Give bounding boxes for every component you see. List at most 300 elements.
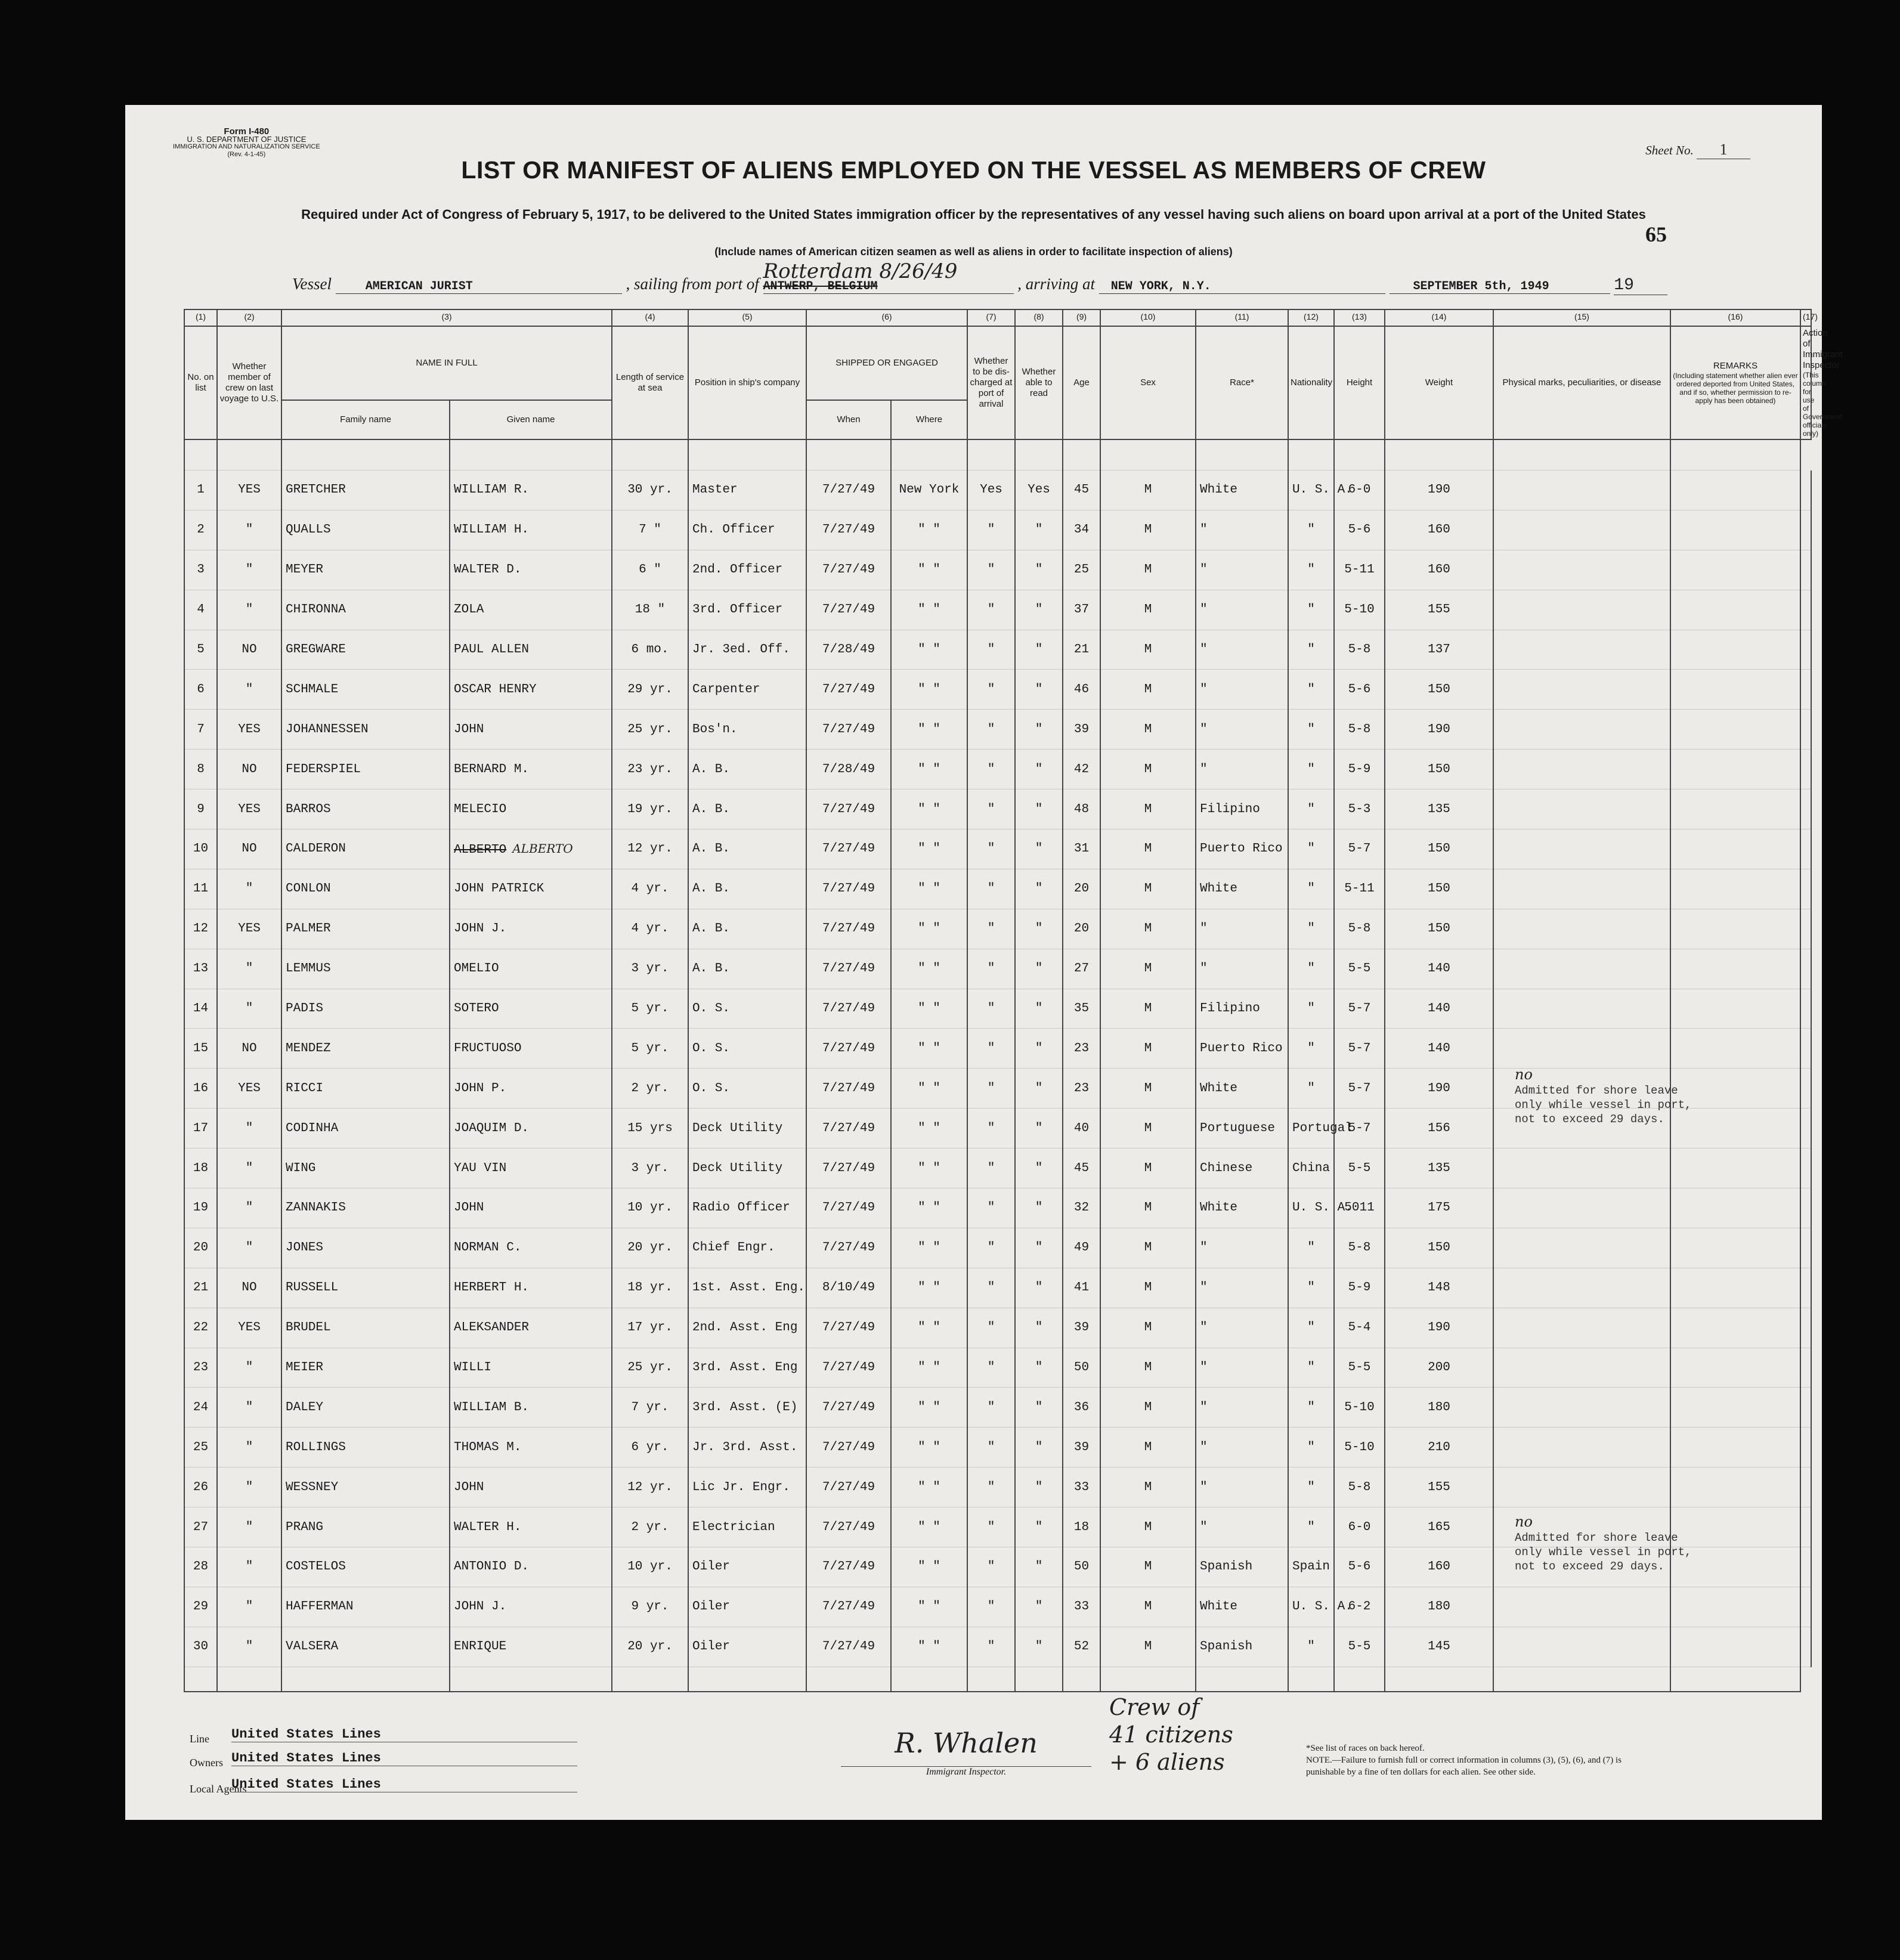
physical-marks-cell [1493, 1348, 1670, 1388]
nationality-cell: " [1288, 750, 1334, 789]
discharged-cell: " [967, 1507, 1015, 1547]
race-cell: " [1196, 1308, 1288, 1348]
discharged-cell: " [967, 1188, 1015, 1228]
table-row [184, 470, 1811, 510]
member-last-voyage-cell: " [217, 989, 281, 1029]
able-to-read-cell: " [1015, 510, 1063, 550]
table-row [184, 510, 1811, 550]
given-name-cell: JOHN PATRICK [450, 869, 612, 909]
footer-agents-label: Local Agents [190, 1783, 247, 1795]
inspector-action-cell [1800, 1507, 1811, 1547]
page-subtitle: Required under Act of Congress of February 5, 1917, to be delivered to the United States immigration officer by the representatives of any vessel having such aliens on board upon arrival at a port of the United States [301, 207, 1646, 222]
race-cell: " [1196, 670, 1288, 710]
discharged-cell: " [967, 1547, 1015, 1587]
length-of-service-cell: 25 yr. [612, 710, 688, 750]
shipped-where-cell: " " [891, 590, 967, 630]
header-shipped-engaged: SHIPPED OR ENGAGED [806, 326, 967, 400]
nationality-cell: " [1288, 510, 1334, 550]
family-name-cell: CODINHA [281, 1109, 450, 1148]
age-cell: 33 [1063, 1587, 1100, 1627]
remarks-cell [1670, 1188, 1800, 1228]
header-weight: Weight [1385, 326, 1493, 439]
family-name-cell: DALEY [281, 1388, 450, 1428]
remarks-entry-text: Admitted for shore leave only while vessel in port, not to exceed 29 days. [1515, 1531, 1692, 1573]
family-name-cell: GREGWARE [281, 630, 450, 670]
col-number: (4) [612, 309, 688, 326]
age-cell: 37 [1063, 590, 1100, 630]
arrival-year: 19 [1614, 276, 1667, 295]
shipped-when-cell: 7/27/49 [806, 1069, 891, 1109]
physical-marks-cell [1493, 1148, 1670, 1188]
physical-marks-cell [1493, 670, 1670, 710]
shipped-when-cell: 7/28/49 [806, 750, 891, 789]
weight-cell: 135 [1385, 789, 1493, 829]
age-cell: 45 [1063, 1148, 1100, 1188]
discharged-cell: " [967, 1587, 1015, 1627]
remarks-cell [1670, 949, 1800, 989]
shipped-where-cell: " " [891, 869, 967, 909]
table-row [184, 710, 1811, 750]
row-number-cell: 29 [184, 1587, 217, 1627]
given-name-cell: JOHN J. [450, 909, 612, 949]
shipped-when-cell: 7/27/49 [806, 1507, 891, 1547]
discharged-cell: " [967, 989, 1015, 1029]
remarks-cell [1670, 829, 1800, 869]
able-to-read-cell: " [1015, 949, 1063, 989]
sex-cell: M [1100, 909, 1196, 949]
given-name-cell: WALTER H. [450, 1507, 612, 1547]
race-cell: " [1196, 710, 1288, 750]
able-to-read-cell: " [1015, 789, 1063, 829]
weight-cell: 150 [1385, 1228, 1493, 1268]
position-cell: Deck Utility [688, 1148, 806, 1188]
physical-marks-cell [1493, 510, 1670, 550]
sex-cell: M [1100, 1109, 1196, 1148]
weight-cell: 160 [1385, 550, 1493, 590]
given-name-cell: JOHN [450, 710, 612, 750]
inspector-action-cell [1800, 909, 1811, 949]
member-last-voyage-cell: " [217, 1228, 281, 1268]
nationality-cell: " [1288, 909, 1334, 949]
inspector-action-cell [1800, 1428, 1811, 1467]
length-of-service-cell: 5 yr. [612, 1029, 688, 1069]
physical-marks-cell [1493, 909, 1670, 949]
remarks-cell [1670, 1428, 1800, 1467]
shipped-when-cell: 7/27/49 [806, 1547, 891, 1587]
nationality-cell: " [1288, 949, 1334, 989]
discharged-cell: " [967, 750, 1015, 789]
weight-cell: 165 [1385, 1507, 1493, 1547]
member-last-voyage-cell: " [217, 510, 281, 550]
able-to-read-cell: " [1015, 1029, 1063, 1069]
discharged-cell: " [967, 1109, 1015, 1148]
physical-marks-cell [1493, 1308, 1670, 1348]
shipped-where-cell: " " [891, 1587, 967, 1627]
position-cell: A. B. [688, 789, 806, 829]
height-cell: 5-10 [1334, 1428, 1385, 1467]
row-number-cell: 28 [184, 1547, 217, 1587]
age-cell: 21 [1063, 630, 1100, 670]
given-name-struck: ALBERTO [454, 843, 507, 857]
family-name-cell: MEYER [281, 550, 450, 590]
vessel-label: Vessel [292, 275, 332, 293]
length-of-service-cell: 10 yr. [612, 1547, 688, 1587]
nationality-cell: " [1288, 1228, 1334, 1268]
discharged-cell: " [967, 1467, 1015, 1507]
fine-note: NOTE.—Failure to furnish full or correct information in columns (3), (5), (6), and (7) is punishable by a fine of ten dollars for each alien. See other side. [1306, 1755, 1622, 1777]
member-last-voyage-cell: " [217, 869, 281, 909]
discharged-cell: " [967, 789, 1015, 829]
age-cell: 40 [1063, 1109, 1100, 1148]
family-name-cell: RUSSELL [281, 1268, 450, 1308]
given-name-cell: ENRIQUE [450, 1627, 612, 1667]
row-number-cell: 11 [184, 869, 217, 909]
given-name-cell: YAU VIN [450, 1148, 612, 1188]
age-cell: 25 [1063, 550, 1100, 590]
nationality-cell: China [1288, 1148, 1334, 1188]
physical-marks-cell [1493, 470, 1670, 510]
family-name-cell: CHIRONNA [281, 590, 450, 630]
footer-owners-label: Owners [190, 1757, 223, 1769]
sailing-label: , sailing from port of [626, 275, 759, 293]
family-name-cell: BRUDEL [281, 1308, 450, 1348]
family-name-cell: COSTELOS [281, 1547, 450, 1587]
table-row [184, 550, 1811, 590]
family-name-cell: PRANG [281, 1507, 450, 1547]
inspector-action-cell [1800, 789, 1811, 829]
nationality-cell: " [1288, 829, 1334, 869]
nationality-cell: " [1288, 1348, 1334, 1388]
member-last-voyage-cell: " [217, 670, 281, 710]
length-of-service-cell: 12 yr. [612, 1467, 688, 1507]
able-to-read-cell: " [1015, 1268, 1063, 1308]
position-cell: Jr. 3ed. Off. [688, 630, 806, 670]
row-number-cell: 27 [184, 1507, 217, 1547]
shipped-when-cell: 7/27/49 [806, 989, 891, 1029]
sex-cell: M [1100, 829, 1196, 869]
header-member-last-voyage: Whether member of crew on last voyage to U.S. [217, 326, 281, 439]
race-cell: " [1196, 1348, 1288, 1388]
member-last-voyage-cell: YES [217, 789, 281, 829]
physical-marks-cell [1493, 989, 1670, 1029]
given-name-cell: JOHN [450, 1188, 612, 1228]
shipped-where-cell: " " [891, 1268, 967, 1308]
nationality-cell: " [1288, 989, 1334, 1029]
footer-agents-value: United States Lines [231, 1777, 577, 1792]
row-number-cell: 23 [184, 1348, 217, 1388]
able-to-read-cell: " [1015, 829, 1063, 869]
height-cell: 5-8 [1334, 1467, 1385, 1507]
header-no-on-list: No. on list [184, 326, 217, 439]
age-cell: 41 [1063, 1268, 1100, 1308]
position-cell: 1st. Asst. Eng. [688, 1268, 806, 1308]
inspector-signature: R. Whalen [841, 1727, 1091, 1767]
discharged-cell: " [967, 510, 1015, 550]
crew-note-line: Crew of [1109, 1694, 1200, 1720]
inspector-signature-block [841, 1727, 1091, 1778]
family-name-cell: QUALLS [281, 510, 450, 550]
family-name-cell: PADIS [281, 989, 450, 1029]
given-name-cell: HERBERT H. [450, 1268, 612, 1308]
inspector-action-cell [1800, 1188, 1811, 1228]
nationality-cell: " [1288, 1627, 1334, 1667]
remarks-cell [1670, 510, 1800, 550]
inspector-action-cell [1800, 1388, 1811, 1428]
member-last-voyage-cell: " [217, 1627, 281, 1667]
age-cell: 35 [1063, 989, 1100, 1029]
race-cell: Puerto Rico [1196, 829, 1288, 869]
family-name-cell: MENDEZ [281, 1029, 450, 1069]
discharged-cell: " [967, 550, 1015, 590]
nationality-cell: " [1288, 869, 1334, 909]
row-number-cell: 17 [184, 1109, 217, 1148]
given-name-cell: JOAQUIM D. [450, 1109, 612, 1148]
weight-cell: 175 [1385, 1188, 1493, 1228]
header-action-title: Action of Immigrant Inspector [1803, 328, 1843, 370]
height-cell: 5-6 [1334, 670, 1385, 710]
race-cell: " [1196, 630, 1288, 670]
row-number-cell: 25 [184, 1428, 217, 1467]
header-name-in-full: NAME IN FULL [281, 326, 612, 400]
height-cell: 5-5 [1334, 1148, 1385, 1188]
race-cell: " [1196, 1428, 1288, 1467]
discharged-cell: " [967, 1069, 1015, 1109]
table-row [184, 670, 1811, 710]
discharged-cell: " [967, 670, 1015, 710]
length-of-service-cell: 15 yrs [612, 1109, 688, 1148]
able-to-read-cell: " [1015, 1109, 1063, 1148]
given-name-cell: NORMAN C. [450, 1228, 612, 1268]
family-name-cell: SCHMALE [281, 670, 450, 710]
age-cell: 50 [1063, 1348, 1100, 1388]
weight-cell: 140 [1385, 989, 1493, 1029]
row-number-cell: 1 [184, 470, 217, 510]
remarks-entry-text: Admitted for shore leave only while vessel in port, not to exceed 29 days. [1515, 1084, 1692, 1126]
member-last-voyage-cell: " [217, 1467, 281, 1507]
age-cell: 27 [1063, 949, 1100, 989]
able-to-read-cell: " [1015, 1547, 1063, 1587]
weight-cell: 155 [1385, 590, 1493, 630]
col-number: (13) [1334, 309, 1385, 326]
sailing-port [763, 259, 1014, 294]
weight-cell: 137 [1385, 630, 1493, 670]
member-last-voyage-cell: " [217, 1507, 281, 1547]
weight-cell: 150 [1385, 869, 1493, 909]
position-cell: Oiler [688, 1587, 806, 1627]
race-cell: " [1196, 750, 1288, 789]
inspector-action-cell [1800, 1308, 1811, 1348]
form-number: Form I-480 [224, 126, 270, 137]
weight-cell: 145 [1385, 1627, 1493, 1667]
member-last-voyage-cell: NO [217, 829, 281, 869]
inspector-action-cell [1800, 949, 1811, 989]
inspector-action-cell [1800, 1547, 1811, 1587]
col-number: (16) [1670, 309, 1800, 326]
race-cell: " [1196, 1268, 1288, 1308]
nationality-cell: " [1288, 1308, 1334, 1348]
row-number-cell: 2 [184, 510, 217, 550]
member-last-voyage-cell: NO [217, 1029, 281, 1069]
member-last-voyage-cell: YES [217, 909, 281, 949]
remarks-cell [1670, 789, 1800, 829]
remarks-cell [1670, 909, 1800, 949]
table-row [184, 1268, 1811, 1308]
discharged-cell: " [967, 949, 1015, 989]
remarks-cell [1670, 1308, 1800, 1348]
position-cell: 3rd. Officer [688, 590, 806, 630]
age-cell: 20 [1063, 869, 1100, 909]
sex-cell: M [1100, 989, 1196, 1029]
position-cell: 2nd. Officer [688, 550, 806, 590]
member-last-voyage-cell: " [217, 1109, 281, 1148]
position-cell: 3rd. Asst. (E) [688, 1388, 806, 1428]
shipped-when-cell: 7/27/49 [806, 550, 891, 590]
arriving-label: , arriving at [1017, 275, 1096, 293]
length-of-service-cell: 7 " [612, 510, 688, 550]
table-footer-row [184, 1667, 1811, 1692]
length-of-service-cell: 17 yr. [612, 1308, 688, 1348]
nationality-cell: " [1288, 1069, 1334, 1109]
remarks-cell [1670, 989, 1800, 1029]
remarks-entry-mark: no [1515, 1513, 1533, 1530]
position-cell: A. B. [688, 829, 806, 869]
table-row [184, 1428, 1811, 1467]
header-where: Where [891, 400, 967, 439]
col-number: (7) [967, 309, 1015, 326]
member-last-voyage-cell: " [217, 949, 281, 989]
discharged-cell: " [967, 1148, 1015, 1188]
manifest-page [125, 105, 1843, 1820]
position-cell: Electrician [688, 1507, 806, 1547]
table-row [184, 1308, 1811, 1348]
header-remarks-note: (Including statement whether alien ever ordered deported from United States, and if so, whether permission to re-apply has been obtained) [1673, 371, 1798, 405]
height-cell: 5-10 [1334, 590, 1385, 630]
inspector-action-cell [1800, 1627, 1811, 1667]
shipped-where-cell: " " [891, 1388, 967, 1428]
position-cell: Master [688, 470, 806, 510]
physical-marks-cell [1493, 550, 1670, 590]
able-to-read-cell: " [1015, 1507, 1063, 1547]
physical-marks-cell [1493, 829, 1670, 869]
sex-cell: M [1100, 750, 1196, 789]
footer-line-value: United States Lines [231, 1727, 577, 1742]
given-name-cell: JOHN [450, 1467, 612, 1507]
weight-cell: 180 [1385, 1587, 1493, 1627]
shipped-where-cell: " " [891, 789, 967, 829]
table-row [184, 949, 1811, 989]
vessel-name: AMERICAN JURIST [336, 280, 622, 294]
age-cell: 31 [1063, 829, 1100, 869]
able-to-read-cell: " [1015, 989, 1063, 1029]
sex-cell: M [1100, 1388, 1196, 1428]
row-number-cell: 9 [184, 789, 217, 829]
sex-cell: M [1100, 1308, 1196, 1348]
family-name-cell: LEMMUS [281, 949, 450, 989]
remarks-cell [1670, 1627, 1800, 1667]
shipped-when-cell: 7/27/49 [806, 909, 891, 949]
instruction-note: (Include names of American citizen seamen as well as aliens in order to facilitate inspection of aliens) [714, 246, 1233, 258]
family-name-cell: CALDERON [281, 829, 450, 869]
height-cell: 5-8 [1334, 909, 1385, 949]
height-cell: 5-5 [1334, 1348, 1385, 1388]
height-cell: 5-8 [1334, 630, 1385, 670]
length-of-service-cell: 19 yr. [612, 789, 688, 829]
position-cell: Jr. 3rd. Asst. [688, 1428, 806, 1467]
shipped-where-cell: " " [891, 1547, 967, 1587]
age-cell: 20 [1063, 909, 1100, 949]
row-number-cell: 7 [184, 710, 217, 750]
member-last-voyage-cell: " [217, 1587, 281, 1627]
sex-cell: M [1100, 550, 1196, 590]
col-number: (5) [688, 309, 806, 326]
header-sex: Sex [1100, 326, 1196, 439]
row-number-cell: 24 [184, 1388, 217, 1428]
weight-cell: 180 [1385, 1388, 1493, 1428]
height-cell: 5-11 [1334, 869, 1385, 909]
position-cell: 2nd. Asst. Eng [688, 1308, 806, 1348]
length-of-service-cell: 23 yr. [612, 750, 688, 789]
nationality-cell: " [1288, 1467, 1334, 1507]
discharged-cell: " [967, 1228, 1015, 1268]
inspector-action-cell [1800, 869, 1811, 909]
inspector-action-cell [1800, 1148, 1811, 1188]
height-cell: 5-5 [1334, 949, 1385, 989]
shipped-when-cell: 7/27/49 [806, 789, 891, 829]
age-cell: 52 [1063, 1627, 1100, 1667]
remarks-cell [1670, 670, 1800, 710]
member-last-voyage-cell: " [217, 1428, 281, 1467]
able-to-read-cell: " [1015, 909, 1063, 949]
header-length-service: Length of service at sea [612, 326, 688, 439]
length-of-service-cell: 18 yr. [612, 1268, 688, 1308]
shipped-when-cell: 7/27/49 [806, 949, 891, 989]
weight-cell: 190 [1385, 710, 1493, 750]
inspector-action-cell [1800, 630, 1811, 670]
able-to-read-cell: " [1015, 710, 1063, 750]
age-cell: 46 [1063, 670, 1100, 710]
shipped-when-cell: 7/27/49 [806, 1308, 891, 1348]
race-cell: Filipino [1196, 989, 1288, 1029]
shipped-where-cell: " " [891, 909, 967, 949]
sex-cell: M [1100, 1507, 1196, 1547]
footer-owners [190, 1751, 643, 1769]
nationality-cell: " [1288, 630, 1334, 670]
member-last-voyage-cell: YES [217, 710, 281, 750]
nationality-cell: " [1288, 1268, 1334, 1308]
age-cell: 39 [1063, 710, 1100, 750]
arrival-date: SEPTEMBER 5th, 1949 [1390, 280, 1610, 294]
height-cell: 6-0 [1334, 1507, 1385, 1547]
inspector-action-cell [1800, 710, 1811, 750]
header-able-to-read: Whether able to read [1015, 326, 1063, 439]
physical-marks-cell [1493, 1627, 1670, 1667]
given-name-cell: WILLI [450, 1348, 612, 1388]
weight-cell: 155 [1385, 1467, 1493, 1507]
nationality-cell: U. S. A. [1288, 1188, 1334, 1228]
sailing-port-struck: ANTWERP, BELGIUM [763, 280, 878, 293]
inspector-action-cell [1800, 510, 1811, 550]
sex-cell: M [1100, 1428, 1196, 1467]
remarks-cell [1670, 1228, 1800, 1268]
col-number: (11) [1196, 309, 1288, 326]
sex-cell: M [1100, 869, 1196, 909]
table-row [184, 1587, 1811, 1627]
shipped-where-cell: " " [891, 1627, 967, 1667]
length-of-service-cell: 6 mo. [612, 630, 688, 670]
inspector-action-cell [1800, 989, 1811, 1029]
given-name-cell [450, 829, 612, 869]
footer-owners-value: United States Lines [231, 1751, 577, 1766]
